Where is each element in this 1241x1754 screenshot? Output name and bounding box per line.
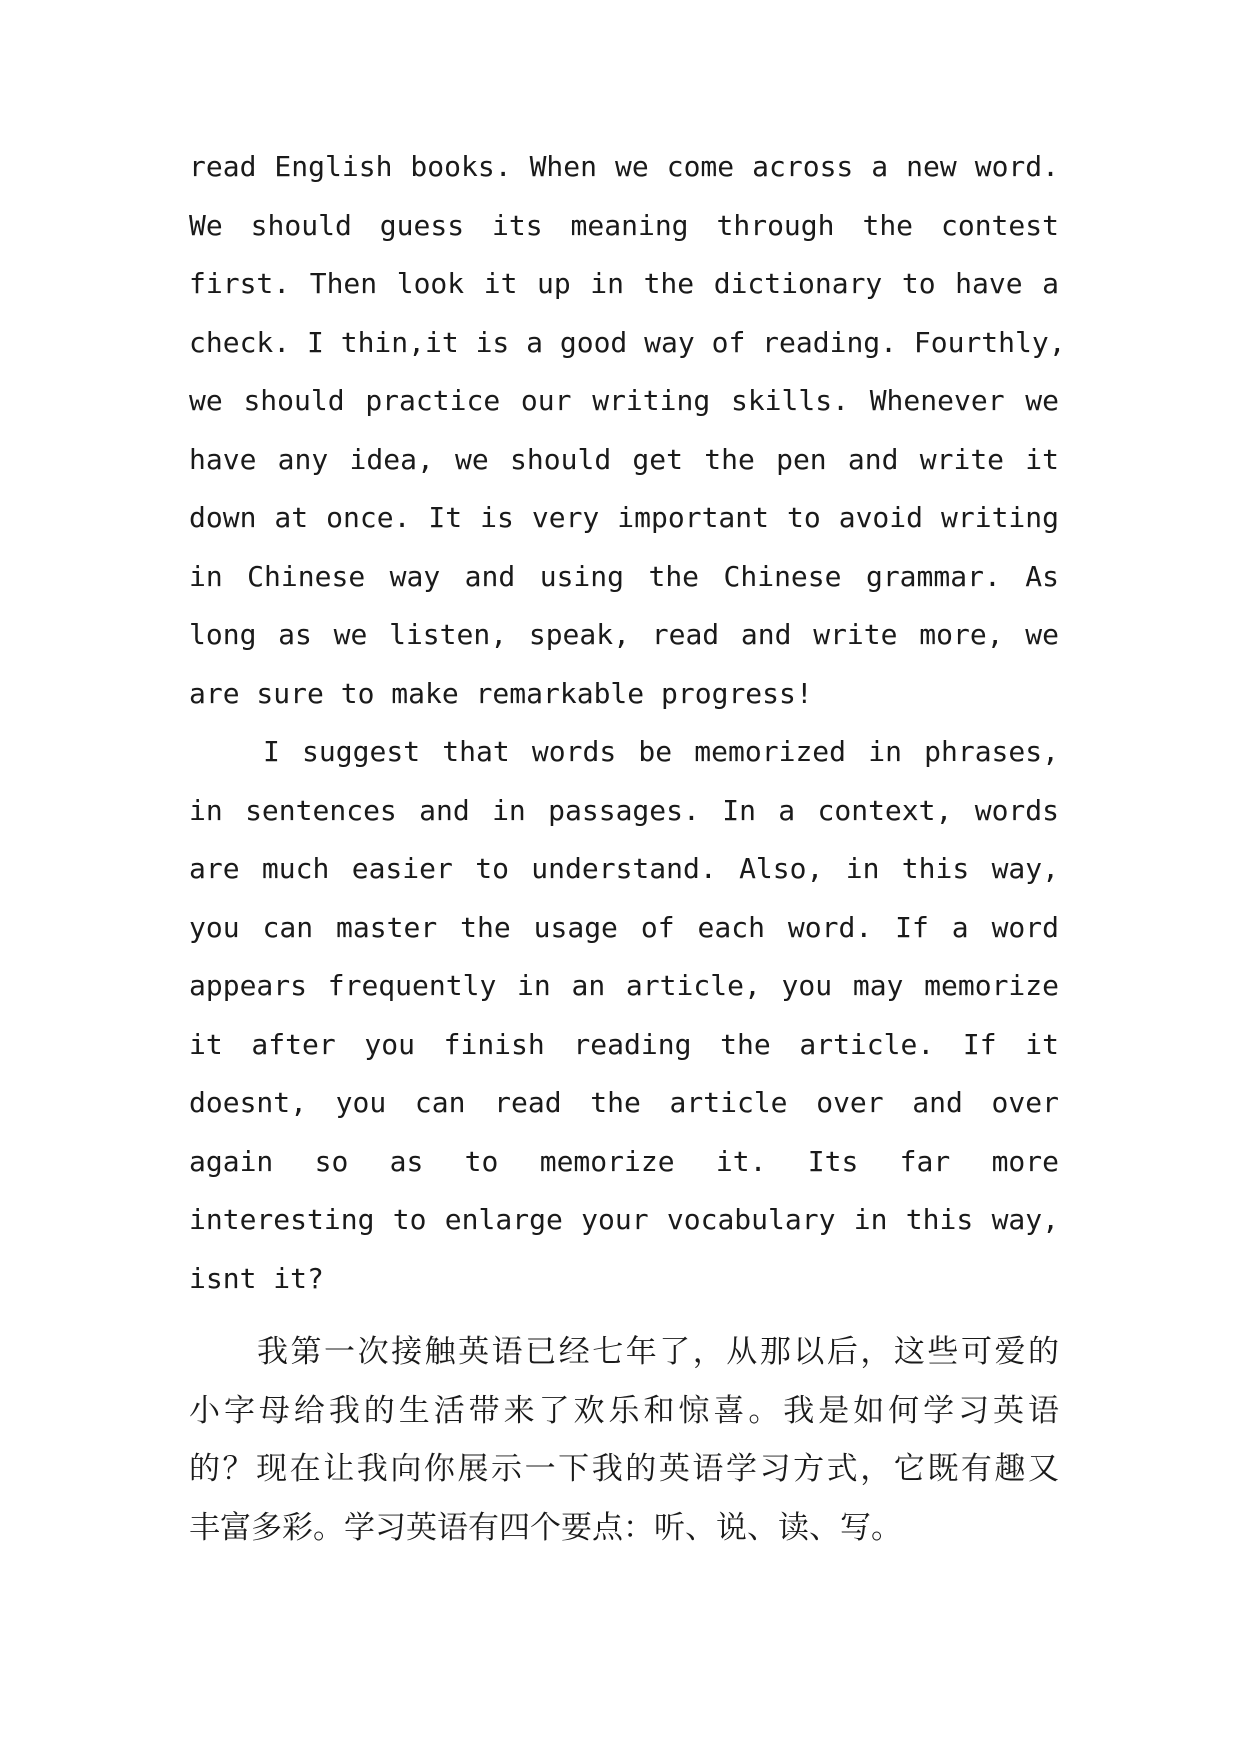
text-line: are sure to make remarkable progress! [189,676,813,710]
text-line: 小字母给我的生活带来了欢乐和惊喜。我是如何学习英语 [189,1392,1059,1429]
text-line: We should guess its meaning through the contest [189,208,1059,242]
text-line: in sentences and in passages. In a context, words [189,793,1059,827]
text-line: 的？现在让我向你展示一下我的英语学习方式，它既有趣又 [189,1451,1059,1487]
text-line: 丰富多彩。学习英语有四个要点：听、说、读、写。 [189,1509,902,1546]
paragraph-chinese [189,1323,1059,1557]
text-line: long as we listen, speak, read and write more, we [189,618,1059,651]
text-line: again so as to memorize it. Its far more [189,1144,1059,1178]
text-line: we should practice our writing skills. Whenever we [189,384,1059,417]
text-line: appears frequently in an article, you may memorize [189,969,1059,1002]
text-line: doesnt, you can read the article over and over [189,1086,1059,1119]
text-line: check. I thin,it is a good way of reading. Fourthly, [189,325,1066,359]
text-line: interesting to enlarge your vocabulary in this way, [189,1203,1059,1236]
text-line: you can master the usage of each word. If a word [189,910,1059,944]
text-line: 我第一次接触英语已经七年了，从那以后，这些可爱的 [257,1334,1059,1370]
text-line: down at once. It is very important to avoid writing [189,501,1059,534]
paragraph-reading-writing [189,138,1066,723]
paragraph-memorize-words [189,723,1059,1308]
text-line: it after you finish reading the article. If it [189,1027,1059,1061]
text-line: in Chinese way and using the Chinese grammar. As [189,559,1059,593]
text-line: read English books. When we come across a new word. [189,150,1059,183]
text-line: have any idea, we should get the pen and write it [189,442,1059,476]
text-line: I suggest that words be memorized in phrases, [263,735,1059,768]
text-line: first. Then look it up in the dictionary to have a [189,267,1059,300]
text-line: isnt it? [189,1261,324,1295]
text-line: are much easier to understand. Also, in this way, [189,852,1059,885]
